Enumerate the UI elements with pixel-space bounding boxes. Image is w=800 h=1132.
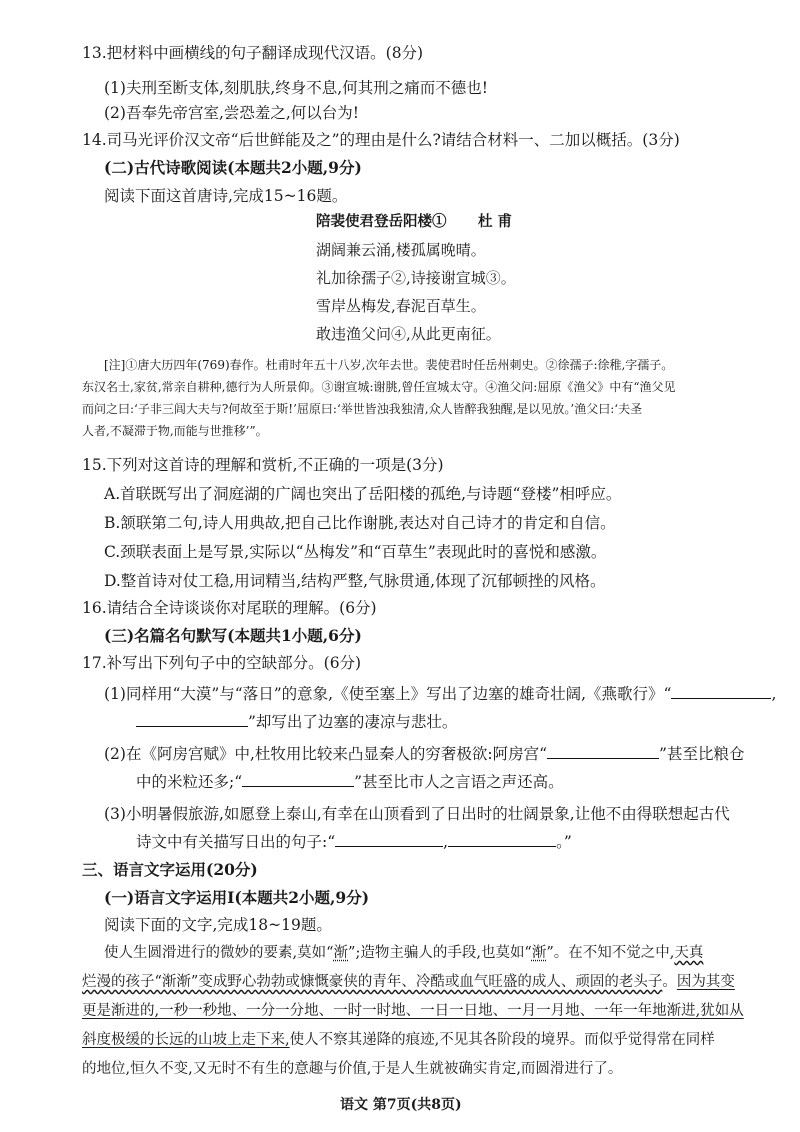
poem-line-3: 雪岸丛梅发,春泥百草生。 [316,297,486,315]
passage-l1-c: ”;造物主骗人的手段,也莫如“ [348,945,532,961]
poetry-section-heading: (二)古代诗歌阅读(本题共2小题,9分) [104,158,362,177]
poem-note-line-3: 而问之曰:‘子非三闾大夫与?何故至于斯!’屈原曰:‘举世皆浊我独清,众人皆醉我独醒,是以见放。’渔父曰:‘夫圣 [82,402,643,416]
q17-part3-text-b: 诗文中有关描写日出的句子:“ [136,833,336,851]
q17-part3-comma: , [443,833,449,851]
poem-title: 陪裴使君登岳阳楼① [316,213,447,230]
passage-l1-jian-2: 渐 [531,945,547,961]
q17-part3-line2 [136,832,572,852]
passage-l1-jian-1: 渐 [333,945,349,961]
q17-part2-text-b: ”甚至比粮仓 [659,745,745,763]
q15-stem: 15.下列对这首诗的理解和赏析,不正确的一项是(3分) [82,456,444,474]
q17-blank-3[interactable] [547,744,659,759]
q17-part1-text-a: (1)同样用“大漠”与“落日”的意象,《使至塞上》写出了边塞的雄奇壮阔,《燕歌行》“ [104,685,672,703]
poem-note-line-2: 东汉名士,家贫,常亲自耕种,德行为人所景仰。③谢宣城:谢朓,曾任宣城太守。④渔父问:屈原《渔父》中有“渔父见 [82,380,676,394]
q17-part1-comma: , [771,685,777,703]
passage-l4-rest: 使人不察其递降的痕迹,不见其各阶段的境界。而似乎觉得常在同样 [289,1032,715,1048]
poetry-intro: 阅读下面这首唐诗,完成15~16题。 [104,187,348,205]
passage-l3-underlined-b: 犹如从 [700,1003,744,1019]
q14-stem: 14.司马光评价汉文帝“后世鲜能及之”的理由是什么?请结合材料一、二加以概括。(3分) [82,131,680,149]
passage-line-5: 的地位,恒久不变,又无时不有生的意趣与价值,于是人生就被确实肯定,而圆滑进行了。 [82,1061,623,1077]
q15-option-d: D.整首诗对仗工稳,用词精当,结构严整,气脉贯通,体现了沉郁顿挫的风格。 [104,572,606,590]
poem-author: 杜 甫 [478,213,513,230]
poem-line-2: 礼加徐孺子②,诗接谢宣城③。 [316,269,516,287]
section3-1-heading: (一)语言文字运用Ⅰ(本题共2小题,9分) [104,888,370,907]
poem-line-4: 敢违渔父问④,从此更南征。 [316,325,501,343]
section3-heading: 三、语言文字运用(20分) [82,860,258,879]
passage-l1-e: ”。在不知不觉之中, [546,945,675,961]
q17-blank-4[interactable] [242,772,354,787]
poem-note-line-4: 人者,不凝滞于物,而能与世推移’”。 [82,424,268,438]
passage-l4-underlined: 斜度极缓的长远的山坡上走下来, [82,1032,290,1048]
q17-blank-2[interactable] [136,712,248,727]
mingju-section-heading: (三)名篇名句默写(本题共1小题,6分) [104,626,362,645]
q17-blank-6[interactable] [448,832,556,847]
passage-line-2 [82,972,735,992]
q15-option-a: A.首联既写出了洞庭湖的广阔也突出了岳阳楼的孤绝,与诗题“登楼”相呼应。 [104,485,622,503]
passage-l1-a: 使人生圆滑进行的微妙的要素,莫如“ [104,945,334,961]
q17-part3-text-c: 。” [556,833,572,851]
q16-stem: 16.请结合全诗谈谈你对尾联的理解。(6分) [82,599,377,617]
q17-part2-text-c: 中的米粒还多;“ [136,773,243,791]
q17-part1-line2 [136,712,457,732]
q17-stem: 17.补写出下列句子中的空缺部分。(6分) [82,654,362,672]
section3-1-intro: 阅读下面的文字,完成18~19题。 [104,916,332,934]
q13-sentence-2: (2)吾奉先帝宫室,尝恐羞之,何以台为! [104,104,360,122]
q17-part2-text-d: ”甚至比市人之言语之声还高。 [354,773,564,791]
q17-blank-5[interactable] [335,832,443,847]
poem-line-1: 湖阔兼云涌,楼孤属晚晴。 [316,241,486,259]
q17-part2-text-a: (2)在《阿房宫赋》中,杜牧用比较来凸显秦人的穷奢极欲:阿房宫“ [104,745,548,763]
q17-part1-text-b: ”却写出了边塞的凄凉与悲壮。 [248,713,458,731]
poem-note-line-1: [注]①唐大历四年(769)春作。杜甫时年五十八岁,次年去世。裴使君时任岳州刺史。②徐孺子:徐稚,字孺子。 [104,358,674,372]
passage-line-1 [104,943,703,963]
passage-l2-period: 。 [662,974,677,990]
passage-l1-wavy: 天真 [674,945,704,961]
q17-part2-line2 [136,772,564,792]
passage-l2-wavy: 烂漫的孩子“渐渐”变成野心勃勃或慷慨豪侠的青年、冷酷或血气旺盛的成人、顽固的老头子 [82,974,663,990]
q17-blank-1[interactable] [671,684,771,699]
q15-option-b: B.颔联第二句,诗人用典故,把自己比作谢朓,表达对自己诗才的肯定和自信。 [104,514,616,532]
q17-part1-line1 [104,684,776,704]
q17-part3-line1: (3)小明暑假旅游,如愿登上泰山,有幸在山顶看到了日出时的壮阔景象,让他不由得联想起古代 [104,805,730,823]
passage-l2-underlined: 因为其变 [676,974,735,990]
q17-part2-line1 [104,744,744,764]
q15-option-c: C.颈联表面上是写景,实际以“丛梅发”和“百草生”表现此时的喜悦和感激。 [104,543,607,561]
passage-line-4 [82,1030,715,1050]
passage-l3-underlined: 更是渐进的,一秒一秒地、一分一分地、一时一时地、一日一日地、一月一月地、一年一年地渐进, [82,1003,701,1019]
passage-line-3 [82,1001,744,1021]
q13-stem: 13.把材料中画横线的句子翻译成现代汉语。(8分) [82,44,424,62]
page-footer: 语文 第7页(共8页) [340,1097,462,1113]
q13-sentence-1: (1)夫刑至断支体,刻肌肤,终身不息,何其刑之痛而不德也! [104,79,488,97]
